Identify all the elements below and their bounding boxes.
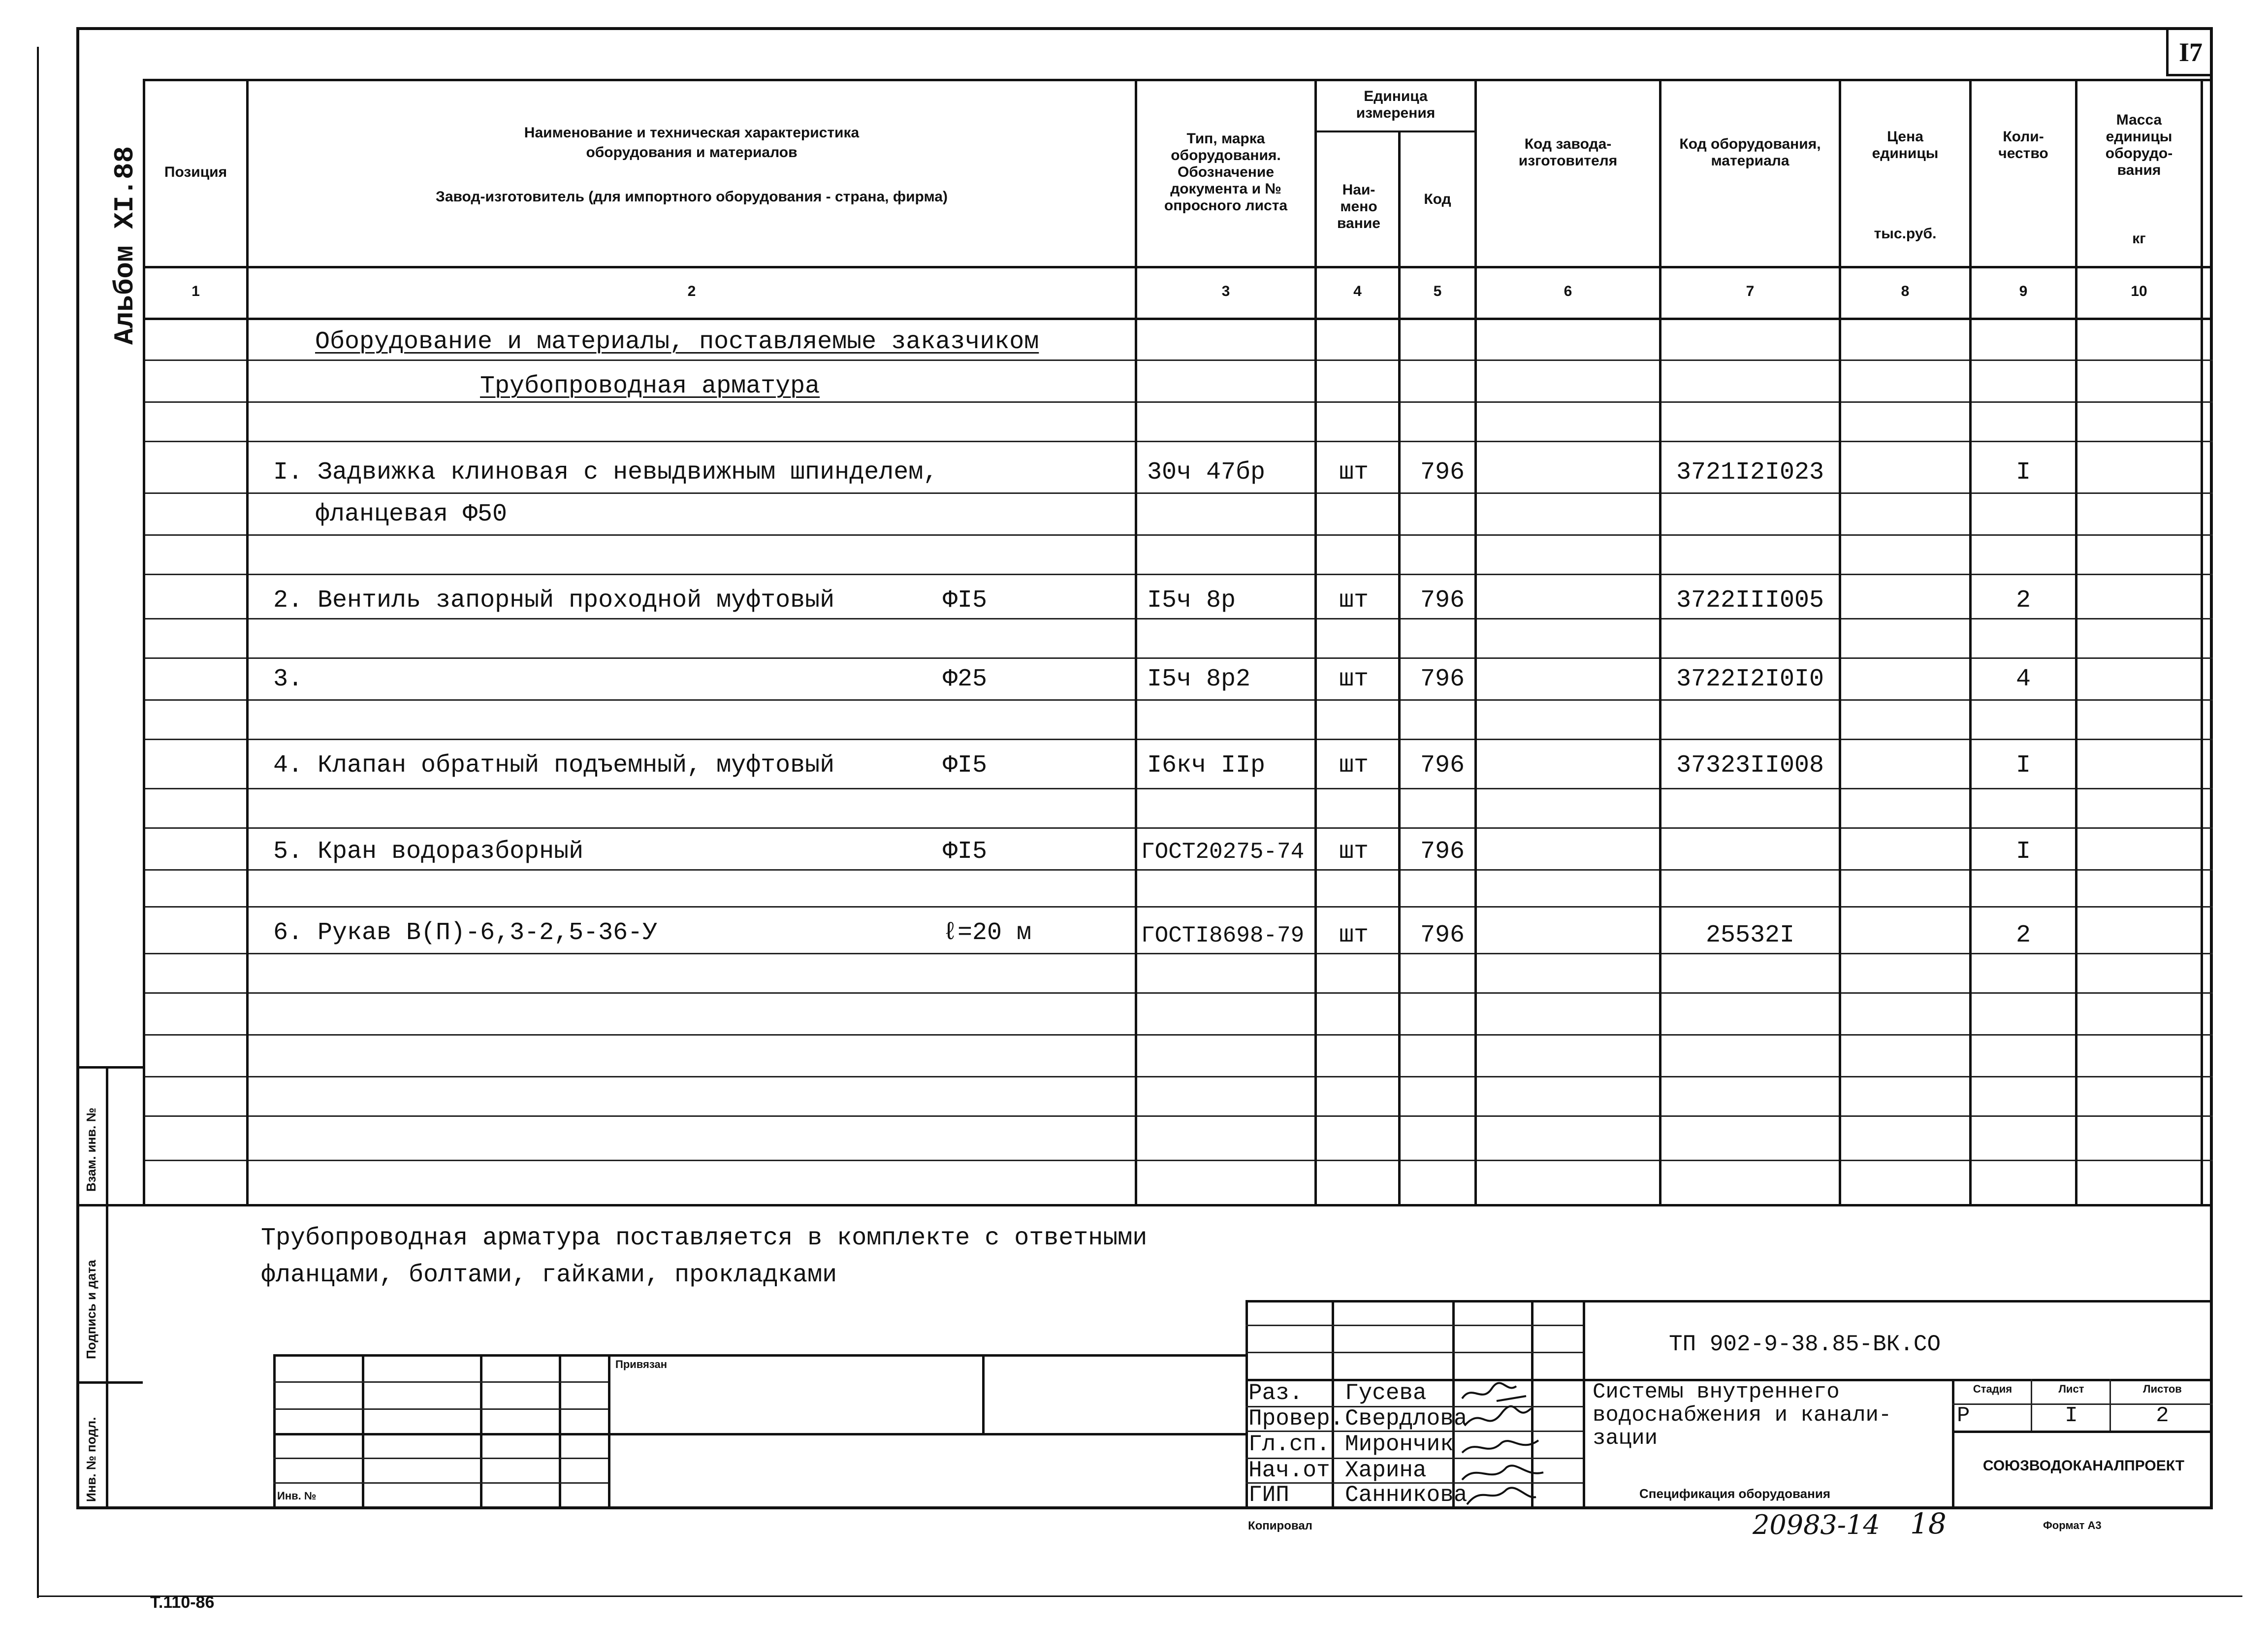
sheet-label: Лист [2058,1383,2084,1395]
colnum-1: 1 [192,283,200,299]
system-name-line-3: зации [1593,1426,1658,1451]
row-material-code: 3722I2I0I0 [1676,665,1824,693]
row-material-code: 25532I [1705,921,1795,949]
form-code: Т.110-86 [150,1593,215,1612]
row-type: ГОСТ20275-74 [1141,839,1305,865]
row-quantity: I [2015,838,2031,866]
colnum-2: 2 [687,283,696,299]
row-type: I5ч 8р2 [1147,665,1251,693]
header-price-unit: тыс.руб. [1874,226,1937,242]
colnum-5: 5 [1433,283,1442,299]
doc-code: ТП 902-9-38.85-ВК.СО [1669,1332,1941,1357]
side-stamp-row-1 [76,1204,143,1206]
header-position: Позиция [164,164,227,180]
role: Гл.сп. [1248,1432,1330,1457]
row-material-code: 3722III005 [1676,586,1824,615]
signatures [1452,1379,1585,1509]
colnum-bottom-line [143,318,2213,320]
row-code: 796 [1420,751,1465,780]
handwritten-archive-number: 20983-14 [1753,1509,1880,1540]
row-name: 4. Клапан обратный подъемный, муфтовый [273,751,835,780]
header-price: Цена единицы [1872,129,1939,162]
row-code: 796 [1420,458,1465,487]
table-top-line [143,79,2213,81]
inventory-no-label: Инв. № [277,1490,317,1502]
colnum-9: 9 [2019,283,2028,299]
note-line-1: Трубопроводная арматура поставляется в комплекте с ответными [261,1224,1148,1252]
side-stamp-divider [106,1066,108,1509]
header-unit-name: Наи-мено вание [1337,182,1380,231]
side-stamp-replacement: Взам. инв. № [84,1107,98,1192]
header-name-line3: Завод-изготовитель (для импортного оборудования - страна, фирма) [436,189,948,205]
side-stamp-row-2 [76,1381,143,1384]
role: Провер. [1248,1406,1344,1432]
row-unit: шт [1339,665,1369,693]
album-label: Альбом XI.88 [109,146,141,345]
row-name: 3. [273,665,303,693]
format-label: Формат А3 [2043,1519,2102,1531]
privyazan-block [273,1354,1248,1509]
section-title-pipe-fittings: Трубопроводная арматура [480,372,820,400]
person-name: Гусева [1345,1380,1427,1406]
stage-value: Р [1957,1403,1970,1428]
system-name-line-1: Системы внутреннего [1593,1380,1840,1404]
role: Раз. [1248,1380,1303,1406]
organization: СОЮЗВОДОКАНАЛПРОЕКТ [1982,1458,2185,1474]
colnum-6: 6 [1564,283,1572,299]
row-code: 796 [1420,586,1465,615]
row-quantity: 2 [2015,921,2031,949]
header-material-code: Код оборудования, материала [1679,136,1821,169]
doc-title: Спецификация оборудования [1639,1486,1830,1501]
page-number: I7 [2178,37,2203,67]
header-bottom-line [143,266,2213,268]
colnum-8: 8 [1901,283,1910,299]
header-mass-unit: кг [2132,230,2146,247]
colnum-10: 10 [2131,283,2147,299]
row-dimension: Ф25 [943,665,988,693]
handwritten-sheet-number: 18 [1910,1507,1947,1540]
colnum-4: 4 [1353,283,1362,299]
role: Нач.от [1248,1458,1330,1483]
row-name-continued: фланцевая Ф50 [315,500,508,528]
sheet-value: I [2065,1403,2078,1428]
privyazan-label: Привязан [615,1358,668,1370]
colnum-3: 3 [1221,283,1230,299]
row-unit: шт [1339,921,1369,949]
binding-margin-line [37,47,39,1598]
row-type: I5ч 8р [1147,586,1236,615]
row-material-code: 37323II008 [1676,751,1824,780]
row-unit: шт [1339,458,1369,487]
person-name: Свердлова [1345,1406,1468,1432]
person-name: Харина [1345,1458,1427,1483]
row-quantity: I [2015,458,2031,487]
row-name: 2. Вентиль запорный проходной муфтовый [273,586,835,615]
colnum-7: 7 [1746,283,1755,299]
header-factory-code: Код завода-изготовителя [1518,136,1618,169]
header-unit-code: Код [1424,191,1451,207]
stage-label: Стадия [1973,1383,2012,1395]
unit-group-line [1314,130,1474,132]
person-name: Санникова [1345,1482,1468,1508]
bottom-edge-line [37,1595,2242,1597]
note-line-2: фланцами, болтами, гайками, прокладками [261,1261,837,1289]
copied-label: Копировал [1248,1519,1312,1532]
row-name: I. Задвижка клиновая с невыдвижным шпинделем, [273,458,938,487]
sheets-value: 2 [2156,1403,2169,1428]
row-unit: шт [1339,751,1369,780]
row-type: ГОСТI8698-79 [1141,923,1305,948]
row-code: 796 [1420,838,1465,866]
row-material-code: 3721I2I023 [1676,458,1824,487]
row-dimension: ФI5 [943,586,988,615]
header-type: Тип, марка оборудования. Обозначение документа и № опросного листа [1164,130,1288,214]
header-quantity: Коли-чество [1998,129,2048,162]
header-unit-group-label: Единица измерения [1356,88,1436,121]
row-dimension: ℓ=20 м [943,919,1032,947]
row-quantity: I [2015,751,2031,780]
row-name: 6. Рукав В(П)-6,3-2,5-36-У [273,919,658,947]
section-title-supplied: Оборудование и материалы, поставляемые заказчиком [315,328,1039,356]
row-dimension: ФI5 [943,838,988,866]
side-stamp-signature: Подпись и дата [84,1260,98,1359]
table-bottom-line [76,1204,2213,1206]
row-code: 796 [1420,921,1465,949]
role: ГИП [1248,1482,1289,1508]
row-name: 5. Кран водоразборный [273,838,584,866]
row-dimension: ФI5 [943,751,988,780]
row-code: 796 [1420,665,1465,693]
side-stamp-inventory: Инв. № подл. [84,1417,98,1502]
row-quantity: 2 [2015,586,2031,615]
system-name-line-2: водоснабжения и канали- [1593,1403,1892,1428]
person-name: Мирончик [1345,1432,1454,1457]
header-mass: Масса единицы оборудо-вания [2105,112,2173,178]
row-unit: шт [1339,586,1369,615]
row-type: I6кч IIр [1147,751,1266,780]
header-name-line1: Наименование и техническая характеристика [524,125,860,141]
row-unit: шт [1339,838,1369,866]
row-type: 30ч 47бр [1147,458,1266,487]
header-name-line2: оборудования и материалов [586,144,798,161]
row-quantity: 4 [2015,665,2031,693]
sheets-label: Листов [2143,1383,2182,1395]
